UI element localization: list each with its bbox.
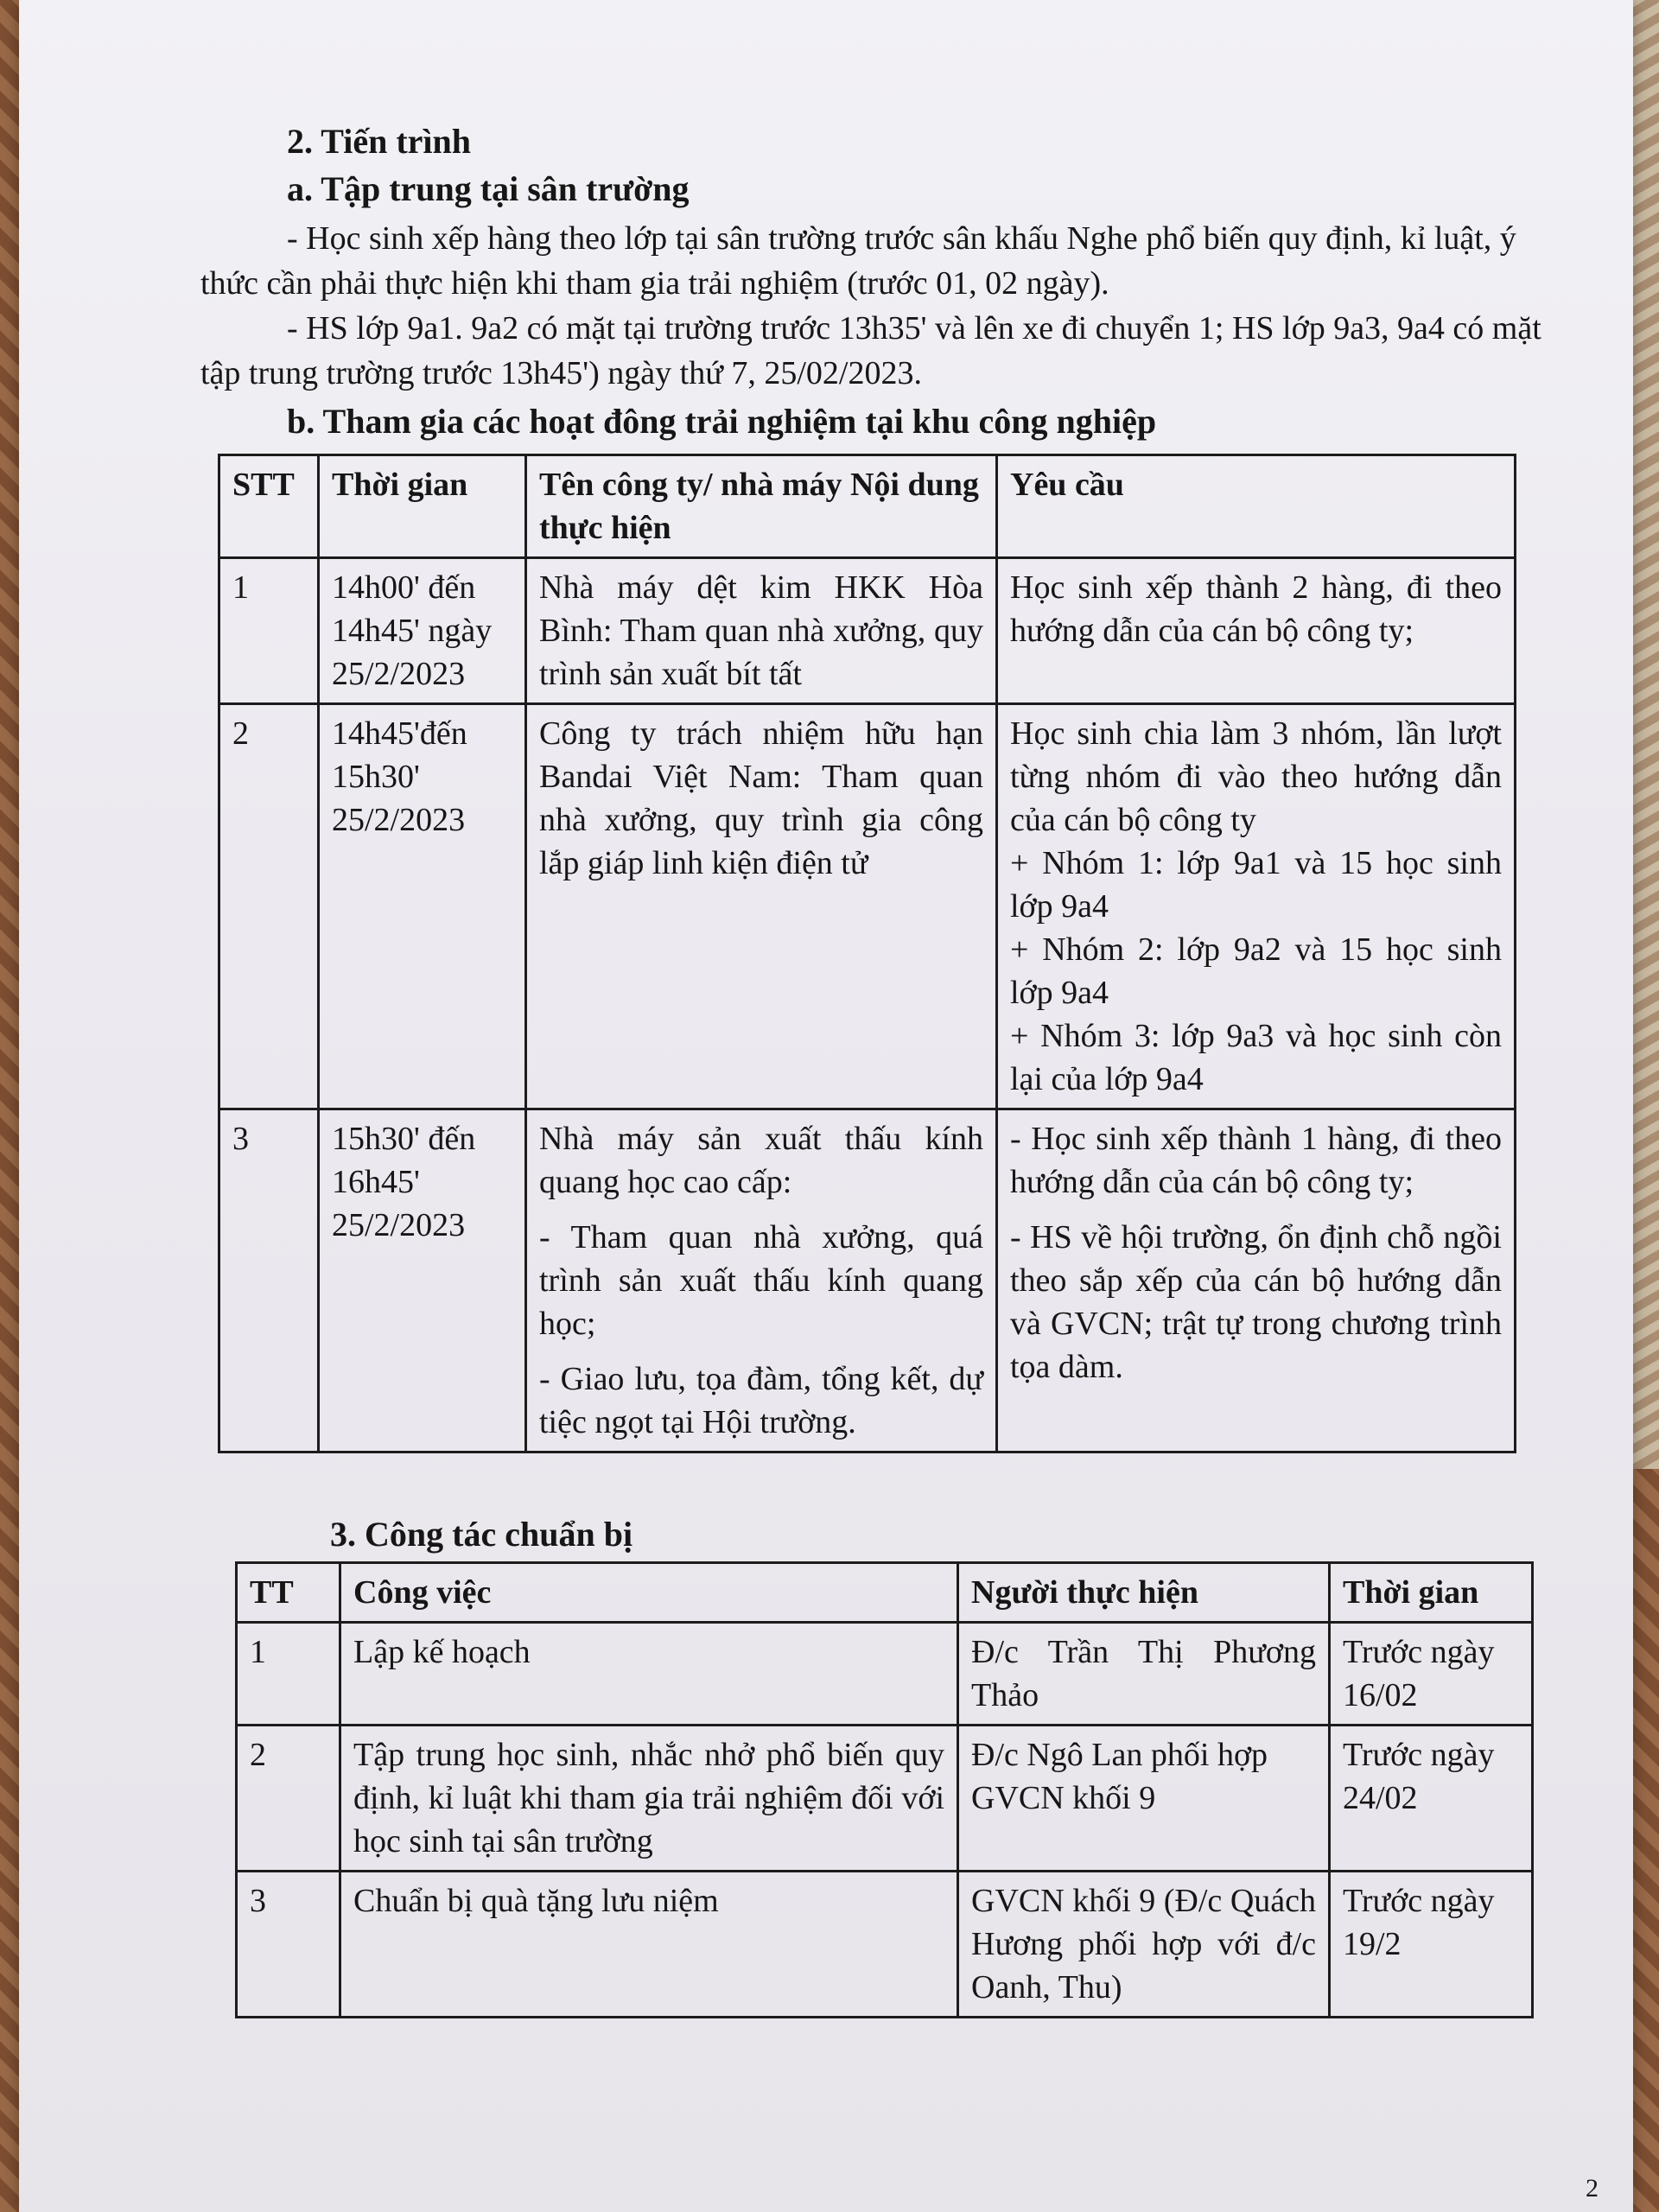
section-3-title: 3. Công tác chuẩn bị [330, 1515, 633, 1554]
table-row [237, 1623, 1533, 1726]
cell-requirement [997, 1109, 1516, 1452]
section-2-title: 2. Tiến trình [287, 122, 472, 161]
cell-content: Công ty trách nhiệm hữu hạn Bandai Việt Nam: Tham quan nhà xưởng, quy trình gia công lắp giáp linh kiện điện tử [526, 704, 997, 1109]
requirement-line: + Nhóm 2: lớp 9a2 và 15 học sinh lớp 9a4 [1010, 931, 1502, 1011]
cell-tt: 2 [237, 1726, 340, 1872]
cell-person: Đ/c Ngô Lan phối hợp GVCN khối 9 [958, 1726, 1330, 1872]
paragraph-assembly: - Học sinh xếp hàng theo lớp tại sân trường trước sân khấu Nghe phổ biến quy định, kỉ luật, ý thức cần phải thực hiện khi tham gia trải nghiệm (trước 01, 02 ngày). [200, 220, 1516, 302]
table-row [237, 1726, 1533, 1872]
header-deadline: Thời gian [1330, 1563, 1533, 1623]
table-row [237, 1872, 1533, 2018]
cell-task: Chuẩn bị quà tặng lưu niệm [340, 1872, 958, 2018]
header-task: Công việc [340, 1563, 958, 1623]
section-2b-title: b. Tham gia các hoạt đông trải nghiệm tại khu công nghiệp [287, 402, 1157, 441]
header-time: Thời gian [319, 455, 526, 558]
section-2a-title: a. Tập trung tại sân trường [287, 169, 690, 208]
preparation-table [235, 1561, 1534, 2018]
table-header-row [219, 455, 1516, 558]
header-tt: TT [237, 1563, 340, 1623]
cell-tt: 3 [237, 1872, 340, 2018]
cell-deadline: Trước ngày 16/02 [1330, 1623, 1533, 1726]
document-page [19, 0, 1633, 2212]
requirement-line: - Học sinh xếp thành 1 hàng, đi theo hướng dẫn của cán bộ công ty; [1010, 1121, 1502, 1200]
cell-deadline: Trước ngày 24/02 [1330, 1726, 1533, 1872]
cell-content: Nhà máy dệt kim HKK Hòa Bình: Tham quan nhà xưởng, quy trình sản xuất bít tất [526, 558, 997, 704]
cell-deadline: Trước ngày 19/2 [1330, 1872, 1533, 2018]
header-company: Tên công ty/ nhà máy Nội dung thực hiện [526, 455, 997, 558]
content-line: Nhà máy sản xuất thấu kính quang học cao cấp: [539, 1121, 983, 1200]
cell-time: 14h00' đến 14h45' ngày 25/2/2023 [319, 558, 526, 704]
paragraph-arrival: - HS lớp 9a1. 9a2 có mặt tại trường trước 13h35' và lên xe đi chuyển 1; HS lớp 9a3, 9a4 có mặt tập trung trường trước 13h45') ngày thứ 7, 25/02/2023. [200, 310, 1541, 391]
content-line: - Tham quan nhà xưởng, quá trình sản xuất thấu kính quang học; [539, 1219, 983, 1342]
cell-person: Đ/c Trần Thị Phương Thảo [958, 1623, 1330, 1726]
table-header-row [237, 1563, 1533, 1623]
page-number: 2 [1586, 2174, 1599, 2202]
cell-stt: 2 [219, 704, 319, 1109]
requirement-line: + Nhóm 3: lớp 9a3 và học sinh còn lại của lớp 9a4 [1010, 1018, 1502, 1097]
header-requirement: Yêu cầu [997, 455, 1516, 558]
content-line: - Giao lưu, tọa đàm, tổng kết, dự tiệc ngọt tại Hội trường. [539, 1361, 983, 1440]
table-row [219, 558, 1516, 704]
cell-content [526, 1109, 997, 1452]
cell-stt: 1 [219, 558, 319, 704]
cell-stt: 3 [219, 1109, 319, 1452]
cell-time: 15h30' đến 16h45' 25/2/2023 [319, 1109, 526, 1452]
requirement-line: + Nhóm 1: lớp 9a1 và 15 học sinh lớp 9a4 [1010, 845, 1502, 925]
cell-tt: 1 [237, 1623, 340, 1726]
requirement-line: - HS về hội trường, ổn định chỗ ngồi theo sắp xếp của cán bộ hướng dẫn và GVCN; trật tự trong chương trình tọa dàm. [1010, 1219, 1502, 1385]
cell-person: GVCN khối 9 (Đ/c Quách Hương phối hợp với đ/c Oanh, Thu) [958, 1872, 1330, 2018]
cell-time: 14h45'đến 15h30' 25/2/2023 [319, 704, 526, 1109]
cell-task: Lập kế hoạch [340, 1623, 958, 1726]
header-stt: STT [219, 455, 319, 558]
cell-requirement [997, 704, 1516, 1109]
header-person: Người thực hiện [958, 1563, 1330, 1623]
cell-requirement: Học sinh xếp thành 2 hàng, đi theo hướng dẫn của cán bộ công ty; [997, 558, 1516, 704]
table-row [219, 1109, 1516, 1452]
requirement-line: Học sinh chia làm 3 nhóm, lần lượt từng nhóm đi vào theo hướng dẫn của cán bộ công ty [1010, 715, 1502, 838]
activities-table [218, 454, 1516, 1453]
cell-task: Tập trung học sinh, nhắc nhở phổ biến quy định, kỉ luật khi tham gia trải nghiệm đối với học sinh tại sân trường [340, 1726, 958, 1872]
document-content [200, 121, 1548, 2018]
table-row [219, 704, 1516, 1109]
